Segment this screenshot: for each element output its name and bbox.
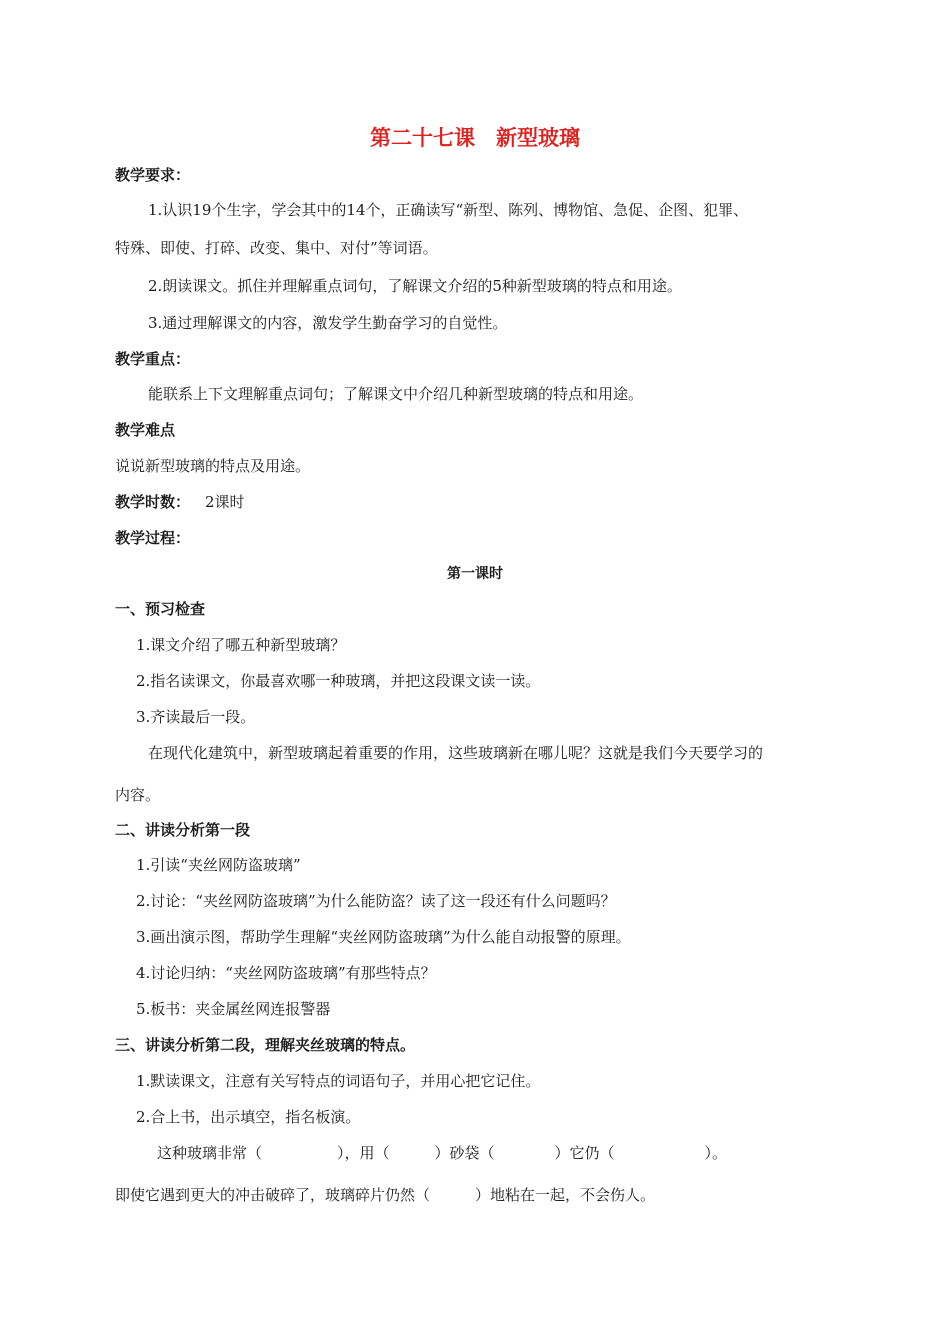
difficulty-heading: 教学难点 — [115, 421, 176, 439]
part-1-item-1: 1.课文介绍了哪五种新型玻璃？ — [136, 636, 346, 654]
part-1-paragraph-line-2: 内容。 — [115, 786, 161, 804]
part-2-item-3: 3.画出演示图，帮助学生理解“夹丝网防盗玻璃”为什么能自动报警的原理。 — [136, 928, 631, 946]
focus-text: 能联系上下文理解重点词句；了解课文中介绍几种新型玻璃的特点和用途。 — [148, 385, 644, 403]
lesson-1-heading: 第一课时 — [447, 566, 503, 582]
part-2-item-5: 5.板书：夹金属丝网连报警器 — [136, 1000, 331, 1018]
part-2-item-2: 2.讨论：“夹丝网防盗玻璃”为什么能防盗？读了这一段还有什么问题吗？ — [136, 892, 616, 910]
part-1-heading: 一、预习检查 — [115, 600, 206, 618]
part-1-paragraph-line-1: 在现代化建筑中，新型玻璃起着重要的作用，这些玻璃新在哪儿呢？这就是我们今天要学习的 — [148, 744, 764, 762]
part-3-heading: 三、讲读分析第二段，理解夹丝玻璃的特点。 — [115, 1036, 416, 1054]
part-1-item-3: 3.齐读最后一段。 — [136, 708, 256, 726]
requirement-2: 2.朗读课文。抓住并理解重点词句，了解课文介绍的5种新型玻璃的特点和用途。 — [148, 277, 682, 295]
part-3-item-2: 2.合上书，出示填空，指名板演。 — [136, 1108, 361, 1126]
part-2-heading: 二、讲读分析第一段 — [115, 821, 251, 839]
requirements-heading: 教学要求： — [115, 166, 191, 184]
requirement-1-line-1: 1.认识19个生字，学会其中的14个，正确读写“新型、陈列、博物馆、急促、企图、犯罪、 — [148, 201, 749, 219]
part-1-item-2: 2.指名读课文，你最喜欢哪一种玻璃，并把这段课文读一读。 — [136, 672, 541, 690]
part-2-item-1: 1.引读“夹丝网防盗玻璃” — [136, 856, 301, 874]
hours-value: 2课时 — [205, 493, 245, 511]
focus-heading: 教学重点： — [115, 350, 191, 368]
fill-in-blank-line-2: 即使它遇到更大的冲击破碎了，玻璃碎片仍然（ ）地粘在一起，不会伤人。 — [115, 1186, 656, 1204]
process-heading: 教学过程： — [115, 529, 191, 547]
part-2-item-4: 4.讨论归纳：“夹丝网防盗玻璃”有那些特点？ — [136, 964, 436, 982]
part-3-item-1: 1.默读课文，注意有关写特点的词语句子，并用心把它记住。 — [136, 1072, 541, 1090]
difficulty-text: 说说新型玻璃的特点及用途。 — [115, 457, 311, 475]
fill-in-blank-line-1: 这种玻璃非常（ ），用（ ）砂袋（ ）它仍（ ）。 — [157, 1144, 728, 1162]
requirement-1-line-2: 特殊、即使、打碎、改变、集中、对付”等词语。 — [115, 239, 438, 257]
hours-heading: 教学时数： — [115, 493, 191, 511]
lesson-title: 第二十七课 新型玻璃 — [370, 126, 580, 150]
requirement-3: 3.通过理解课文的内容，激发学生勤奋学习的自觉性。 — [148, 314, 508, 332]
